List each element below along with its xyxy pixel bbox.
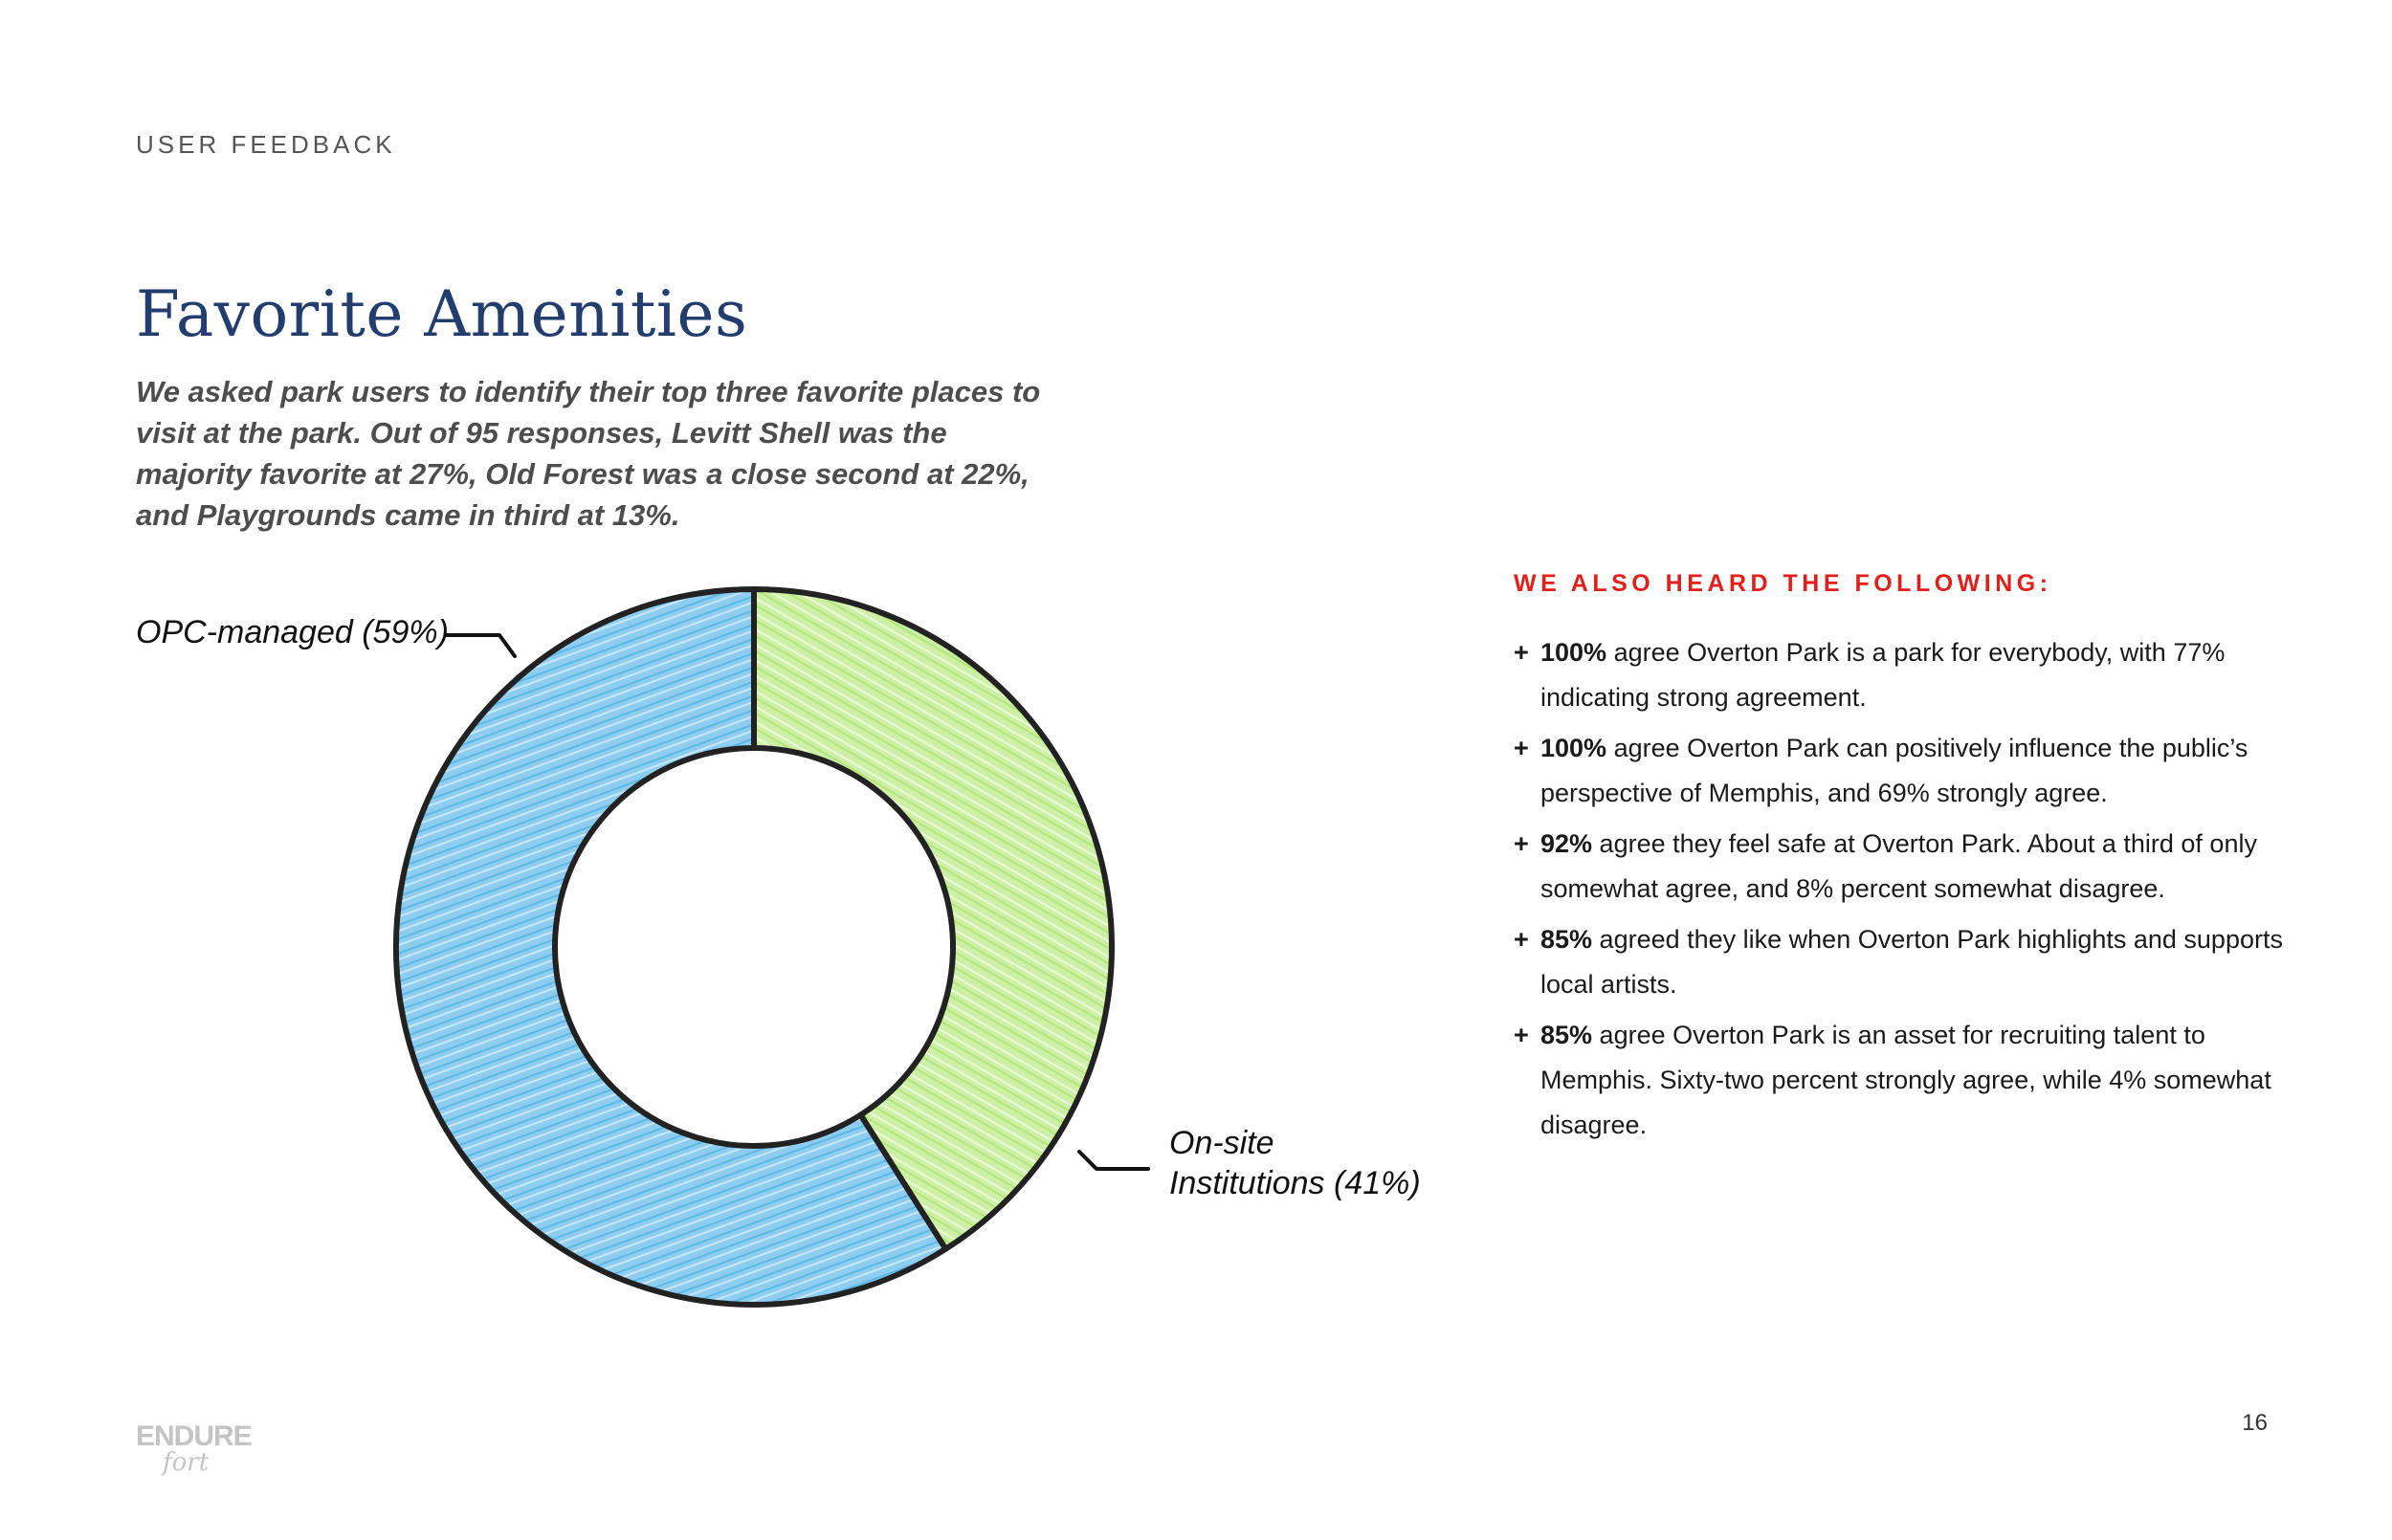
plus-bullet: + [1514, 829, 1529, 858]
also-heard-item [1514, 630, 2298, 720]
also-heard-item [1514, 1013, 2298, 1148]
item-percentage: 92% [1540, 829, 1593, 858]
slice-label-opc: OPC-managed (59%) [136, 614, 449, 650]
plus-bullet: + [1514, 638, 1529, 667]
also-heard-title: WE ALSO HEARD THE FOLLOWING: [1514, 570, 2052, 597]
section-label: USER FEEDBACK [136, 130, 396, 159]
page-number: 16 [2242, 1410, 2268, 1436]
item-percentage: 85% [1540, 1021, 1593, 1049]
item-percentage: 100% [1540, 734, 1607, 762]
also-heard-item [1514, 726, 2298, 816]
also-heard-item [1514, 917, 2298, 1007]
item-text: agree Overton Park can positively influence the public’s perspective of Memphis, and 69% strongly agree. [1540, 734, 2248, 807]
onsite-leader-line [1079, 1152, 1148, 1169]
item-text: agree Overton Park is an asset for recruiting talent to Memphis. Sixty-two percent strongly agree, while 4% somewhat disagree. [1540, 1021, 2271, 1139]
opc-leader-line [446, 635, 515, 656]
logo-text-bottom: fort [163, 1448, 210, 1477]
plus-bullet: + [1514, 1021, 1529, 1049]
item-text: agreed they like when Overton Park highlights and supports local artists. [1540, 925, 2283, 999]
item-percentage: 85% [1540, 925, 1593, 954]
also-heard-item [1514, 822, 2298, 912]
item-text: agree Overton Park is a park for everybody, with 77% indicating strong agreement. [1540, 638, 2226, 712]
logo-text-top: ENDURE [136, 1420, 252, 1452]
page-title: Favorite Amenities [136, 277, 748, 351]
slice-label-onsite-line2: Institutions (41%) [1169, 1165, 1421, 1201]
item-percentage: 100% [1540, 638, 1607, 667]
intro-paragraph: We asked park users to identify their top three favorite places to visit at the park. Out of 95 responses, Levitt Shell was the majority favorite at 27%, Old Forest was a close second at 22%, and Playgrounds came in third at 13%. [136, 375, 1041, 532]
item-text: agree they feel safe at Overton Park. About a third of only somewhat agree, and 8% percent somewhat disagree. [1540, 829, 2257, 903]
endure-fort-logo [134, 1411, 252, 1478]
slice-label-onsite [1169, 1123, 1456, 1203]
plus-bullet: + [1514, 925, 1529, 954]
also-heard-section [1514, 570, 2298, 1154]
plus-bullet: + [1514, 734, 1529, 762]
also-heard-list [1514, 630, 2298, 1148]
slice-label-onsite-line1: On-site [1169, 1125, 1274, 1161]
